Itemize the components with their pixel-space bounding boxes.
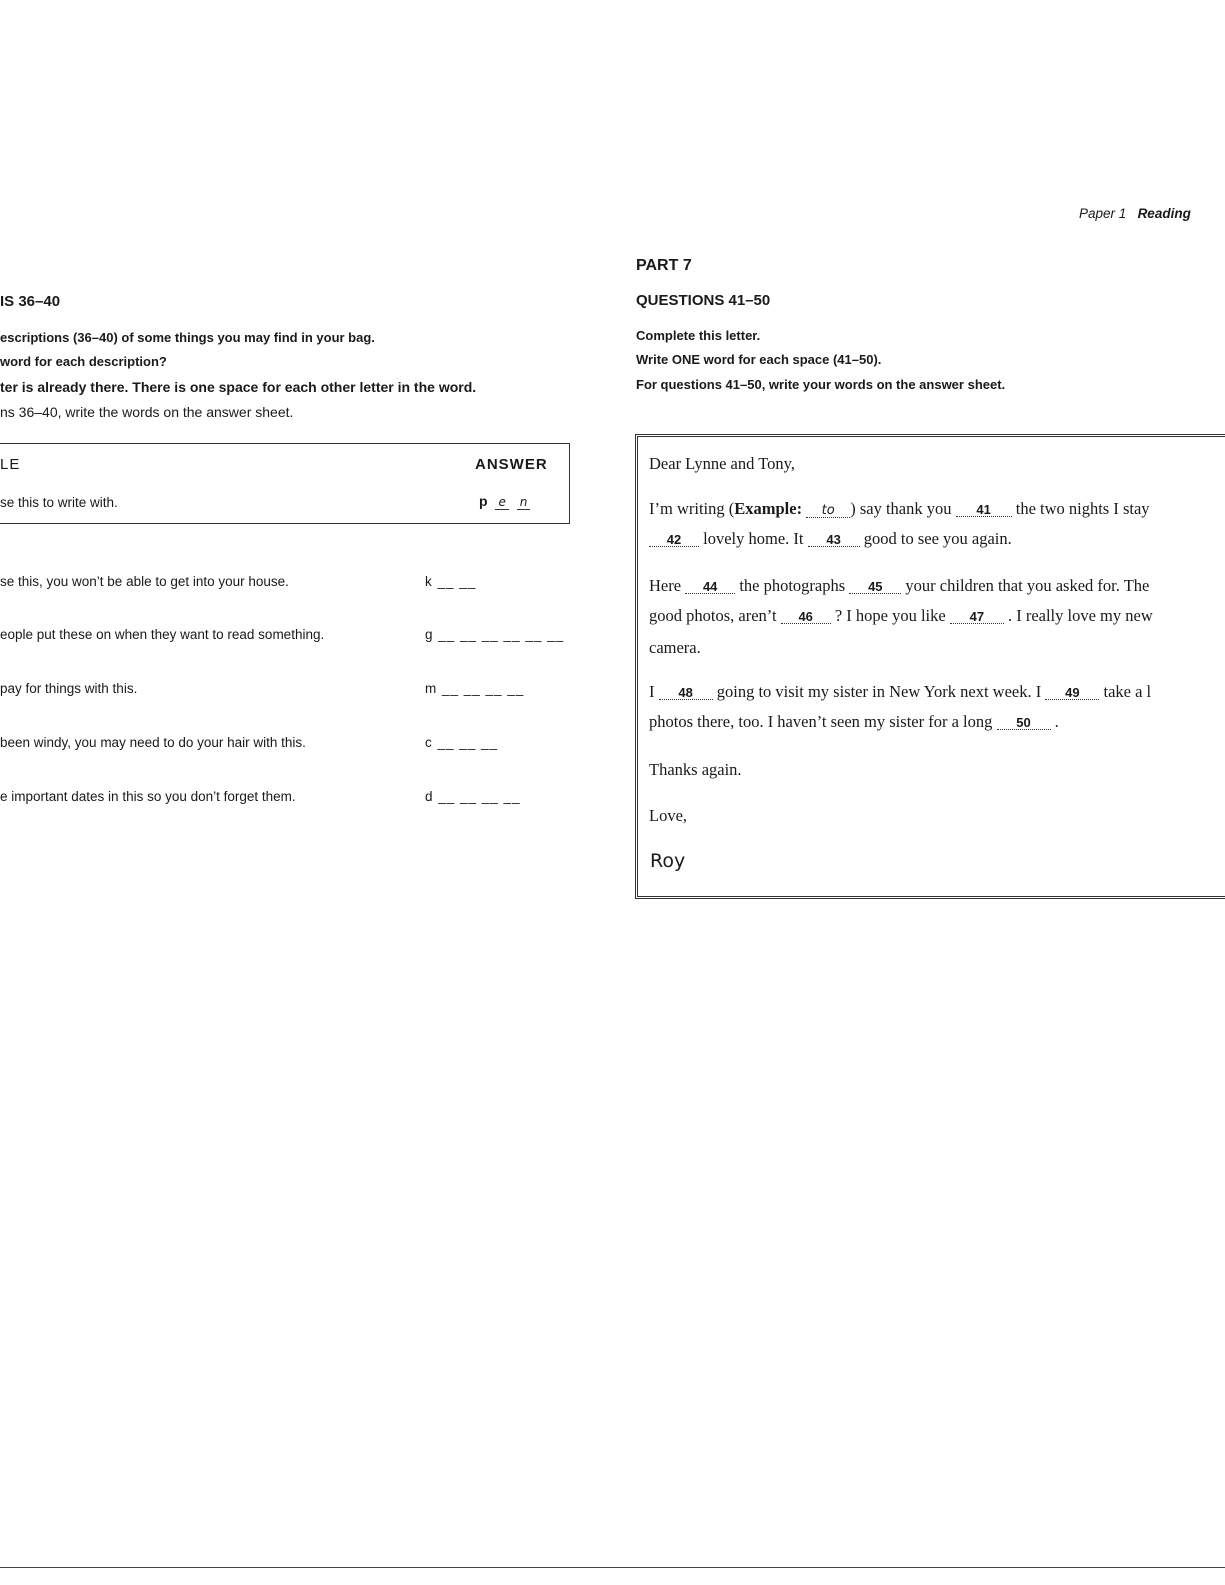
example-text: se this to write with. [0,495,118,510]
right-instruction-3: For questions 41–50, write your words on the answer sheet. [636,377,1006,392]
left-instruction-4: ns 36–40, write the words on the answer sheet. [0,404,294,420]
gap-47[interactable]: 47 [950,610,1004,624]
gap-46[interactable]: 46 [781,610,831,624]
left-instruction-1: escriptions (36–40) of some things you may find in your bag. [0,330,375,345]
example-label: LE [0,456,21,473]
item-text: se this, you won’t be able to get into your house. [0,574,289,589]
letter-thanks: Thanks again. [649,760,742,779]
letter-paragraph-3-line-2: photos there, too. I haven’t seen my sister for a long 50 . [649,712,1059,731]
gap-45[interactable]: 45 [849,580,901,594]
item-answer-blanks: m __ __ __ __ [425,681,525,696]
letter-paragraph-1-line-2: 42 lovely home. It 43 good to see you again. [649,529,1012,549]
left-instruction-3: ter is already there. There is one space for each other letter in the word. [0,379,477,395]
example-box [0,443,570,524]
left-instruction-2: word for each description? [0,354,167,369]
item-answer-blanks: g __ __ __ __ __ __ [425,627,565,642]
gap-42[interactable]: 42 [649,533,699,547]
gap-43[interactable]: 43 [808,533,860,547]
letter-signature: Roy [650,850,686,872]
gap-44[interactable]: 44 [685,580,735,594]
letter-paragraph-3-line-1: I 48 going to visit my sister in New York next week. I 49 take a l [649,682,1152,701]
section-name: Reading [1137,206,1191,221]
example-gap: to [806,504,850,518]
example-answer-letter: n [517,495,531,510]
left-questions-heading: IS 36–40 [0,293,61,310]
answer-heading: ANSWER [475,456,548,473]
letter-paragraph-2-line-1: Here 44 the photographs 45 your children that you asked for. The [649,576,1150,595]
page-header [1079,206,1191,221]
example-label: Example: [734,499,803,518]
item-answer-blanks: d __ __ __ __ [425,789,521,804]
page-bottom-rule [0,1567,1225,1568]
letter-paragraph-2-line-2: good photos, aren’t 46 ? I hope you like 47 . I really love my new [649,606,1153,625]
paper-number: Paper 1 [1079,206,1127,221]
example-answer-first-letter: p [479,493,488,509]
item-answer-blanks: k __ __ [425,574,477,589]
right-instruction-1: Complete this letter. [636,328,761,343]
item-answer-blanks: c __ __ __ [425,735,499,750]
part-title: PART 7 [636,257,692,274]
right-questions-heading: QUESTIONS 41–50 [636,292,771,309]
letter-paragraph-1-line-1: I’m writing (Example: to ) say thank you 41 the two nights I stay [649,499,1150,518]
right-instruction-2: Write ONE word for each space (41–50). [636,352,882,367]
example-answer-letter: e [495,495,508,510]
item-text: e important dates in this so you don’t forget them. [0,789,296,804]
letter-paragraph-2-line-3: camera. [649,638,701,657]
letter-closing: Love, [649,806,688,825]
item-text: pay for things with this. [0,681,138,696]
gap-50[interactable]: 50 [997,716,1051,730]
example-answer [479,493,530,509]
gap-48[interactable]: 48 [659,686,713,700]
item-text: been windy, you may need to do your hair with this. [0,735,306,750]
gap-49[interactable]: 49 [1045,686,1099,700]
letter-box [635,434,1225,899]
letter-greeting: Dear Lynne and Tony, [649,454,795,473]
gap-41[interactable]: 41 [956,503,1012,517]
item-text: eople put these on when they want to read something. [0,627,325,642]
